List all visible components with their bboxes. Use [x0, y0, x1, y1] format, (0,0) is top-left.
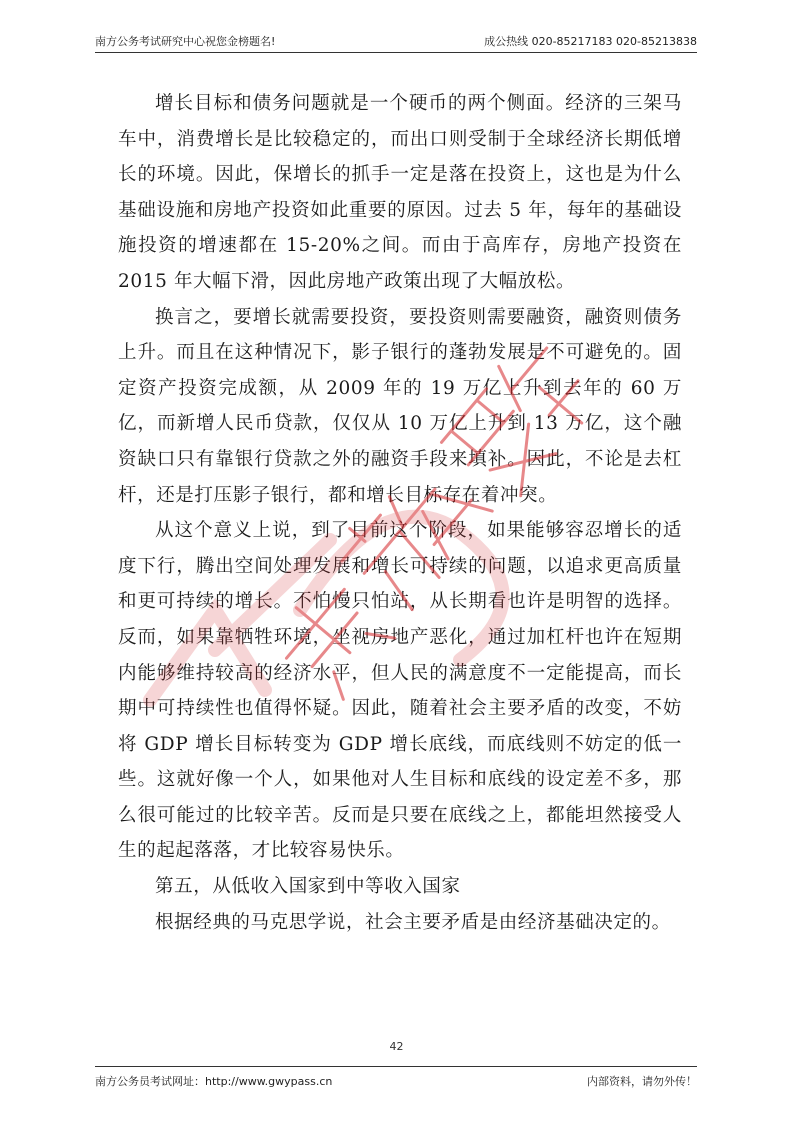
header-divider — [95, 52, 697, 53]
paragraph: 增长目标和债务问题就是一个硬币的两个侧面。经济的三架马车中，消费增长是比较稳定的，而出口则受制于全球经济长期低增长的环境。因此，保增长的抓手一定是落在投资上，这也是为什么基础设施和房地产投资如此重要的原因。过去 5 年，每年的基础设施投资的增速都在 15-20%之间。而由于高库存，房地产投资在 2015 年大幅下滑，因此房地产政策出现了大幅放松。 — [118, 93, 682, 292]
footer-website: 南方公务员考试网址：http://www.gwypass.cn — [95, 1075, 333, 1088]
page-header — [95, 33, 697, 53]
header-hotline: 成公热线 020-85217183 020-85213838 — [484, 35, 697, 48]
header-slogan: 南方公务考试研究中心祝您金榜题名! — [95, 35, 276, 48]
footer-notice: 内部资料，请勿外传！ — [587, 1075, 697, 1088]
paragraph: 从这个意义上说，到了目前这个阶段，如果能够容忍增长的适度下行，腾出空间处理发展和增长可持续的问题，以追求更高质量和更可持续的增长。不怕慢只怕站，从长期看也许是明智的选择。反而，如果靠牺牲环境，坐视房地产恶化，通过加杠杆也许在短期内能够维持较高的经济水平，但人民的满意度不一定能提高，而长期中可持续性也值得怀疑。因此，随着社会主要矛盾的改变，不妨将 GDP 增长目标转变为 GDP 增长底线，而底线则不妨定的低一些。这就好像一个人，如果他对人生目标和底线的设定差不多，那么很可能过的比较辛苦。反而是只要在底线之上，都能坦然接受人生的起起落落，才比较容易快乐。 — [118, 520, 682, 862]
document-body — [118, 86, 682, 940]
section-heading: 第五，从低收入国家到中等收入国家 — [155, 876, 461, 898]
footer-divider — [95, 1066, 697, 1067]
page-number: 42 — [389, 1040, 404, 1053]
paragraph: 换言之，要增长就需要投资，要投资则需要融资，融资则债务上升。而且在这种情况下，影子银行的蓬勃发展是不可避免的。固定资产投资完成额，从 2009 年的 19 万亿上升到去年的 60 万亿，而新增人民币贷款，仅仅从 10 万亿上升到 13 万亿，这个融资缺口只有靠银行贷款之外的融资手段来填补。因此，不论是去杠杆，还是打压影子银行，都和增长目标存在着冲突。 — [118, 306, 682, 506]
page-footer — [95, 1073, 697, 1093]
paragraph: 根据经典的马克思学说，社会主要矛盾是由经济基础决定的。 — [155, 911, 671, 933]
